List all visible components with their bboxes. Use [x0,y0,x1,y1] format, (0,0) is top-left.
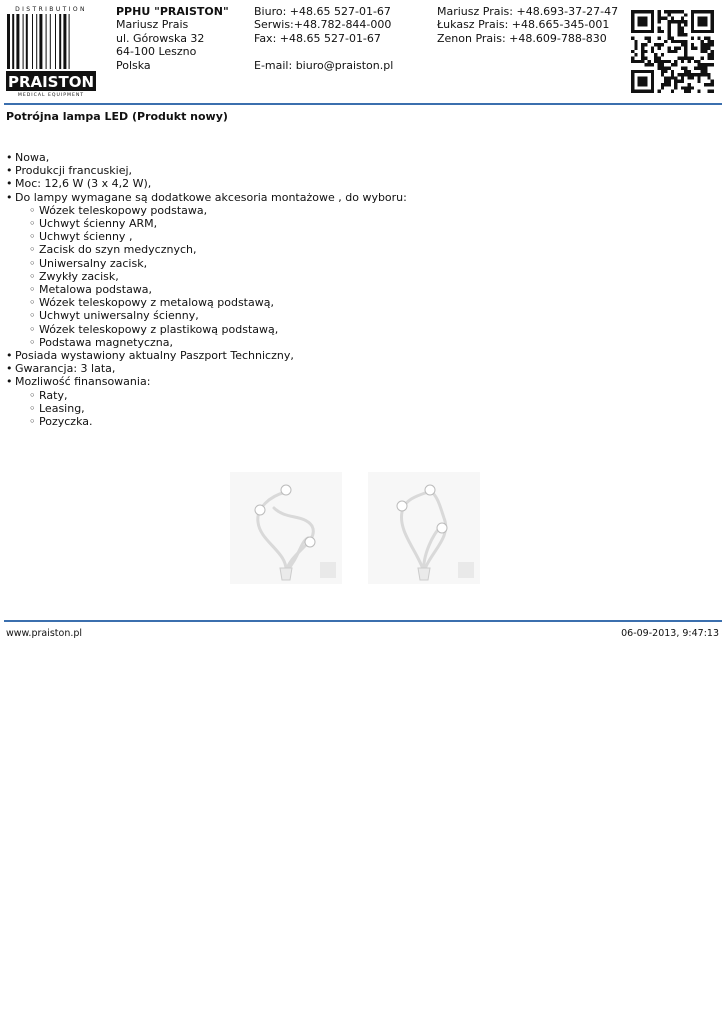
company-line: ul. Górowska 32 [116,31,205,45]
company-name: PPHU "PRAISTON" [116,5,229,18]
person-phone: Łukasz Prais: +48.665-345-001 [437,18,610,32]
sub-list-item: ◦ Raty, [29,389,407,402]
list-item: • Gwarancja: 3 lata, [6,362,407,375]
product-photo[interactable] [230,472,342,584]
footer-divider [4,620,722,622]
sub-list-item: ◦ Podstawa magnetyczna, [29,336,407,349]
service-phone: Serwis:+48.782-844-000 [254,18,392,32]
header-divider [4,103,722,105]
qr-code [631,10,714,93]
svg-text:DISTRIBUTION: DISTRIBUTION [15,6,87,13]
svg-text:MEDICAL EQUIPMENT: MEDICAL EQUIPMENT [17,93,85,97]
company-line: Mariusz Prais [116,18,189,32]
contact-info [254,5,393,72]
website-link[interactable]: www.praiston.pl [6,628,83,639]
company-line: Polska [116,58,151,72]
sub-list-item: ◦ Uchwyt ścienny , [29,230,407,243]
sub-list-item: ◦ Uchwyt ścienny ARM, [29,217,407,230]
list-item: • Nowa, [6,151,407,164]
sub-list-item: ◦ Pozyczka. [29,415,407,428]
list-item: • Moc: 12,6 W (3 x 4,2 W), [6,177,407,190]
company-info [116,5,229,72]
sub-list-item: ◦ Zacisk do szyn medycznych, [29,243,407,256]
product-description [6,151,407,428]
product-title: Potrójna lampa LED (Produkt nowy) [6,110,228,123]
sub-list-item: ◦ Wózek teleskopowy z metalową podstawą, [29,296,407,309]
sub-list-item: ◦ Wózek teleskopowy z plastikową podstawą, [29,323,407,336]
accessories-list [15,204,407,349]
company-line: 64-100 Leszno [116,45,197,59]
praiston-logo [6,5,96,97]
list-item: • Mozliwość finansowania: ◦ Raty, ◦ Leasing, ◦ Pozyczka. [6,375,407,428]
fax-number: Fax: +48.65 527-01-67 [254,31,381,45]
print-datetime: 06-09-2013, 9:47:13 [621,628,719,639]
svg-text:PRAISTON: PRAISTON [7,73,95,91]
sub-list-item: ◦ Wózek teleskopowy podstawa, [29,204,407,217]
list-item: • Do lampy wymagane są dodatkowe akcesoria montażowe , do wyboru: ◦ Wózek teleskopowy podstawa, ◦ Uchwyt ścienny ARM, ◦ Uchwyt ścienny , ◦ Zacisk do szyn medycznych, ◦ Uniwersalny zacisk, ◦ Zwykły zacisk, ◦ Metalowa podstawa, ◦ Wózek teleskopowy z metalową podstawą, ◦ Uchwyt uniwersalny ścienny, ◦ Wózek teleskopowy z plastikową podstawą, ◦ Podstawa magnetyczna, [6,191,407,349]
person-phone: Mariusz Prais: +48.693-37-27-47 [437,5,619,18]
product-photo[interactable] [368,472,480,584]
person-phone: Zenon Prais: +48.609-788-830 [437,31,607,45]
sub-list-item: ◦ Zwykły zacisk, [29,270,407,283]
people-contacts [437,5,618,45]
sub-list-item: ◦ Leasing, [29,402,407,415]
sub-list-item: ◦ Uniwersalny zacisk, [29,257,407,270]
sub-list-item: ◦ Uchwyt uniwersalny ścienny, [29,309,407,322]
office-phone: Biuro: +48.65 527-01-67 [254,5,391,18]
sub-list-item: ◦ Metalowa podstawa, [29,283,407,296]
list-item: • Produkcji francuskiej, [6,164,407,177]
email-link[interactable]: E-mail: biuro@praiston.pl [254,58,394,72]
financing-list [15,389,407,429]
list-item: • Posiada wystawiony aktualny Paszport Techniczny, [6,349,407,362]
